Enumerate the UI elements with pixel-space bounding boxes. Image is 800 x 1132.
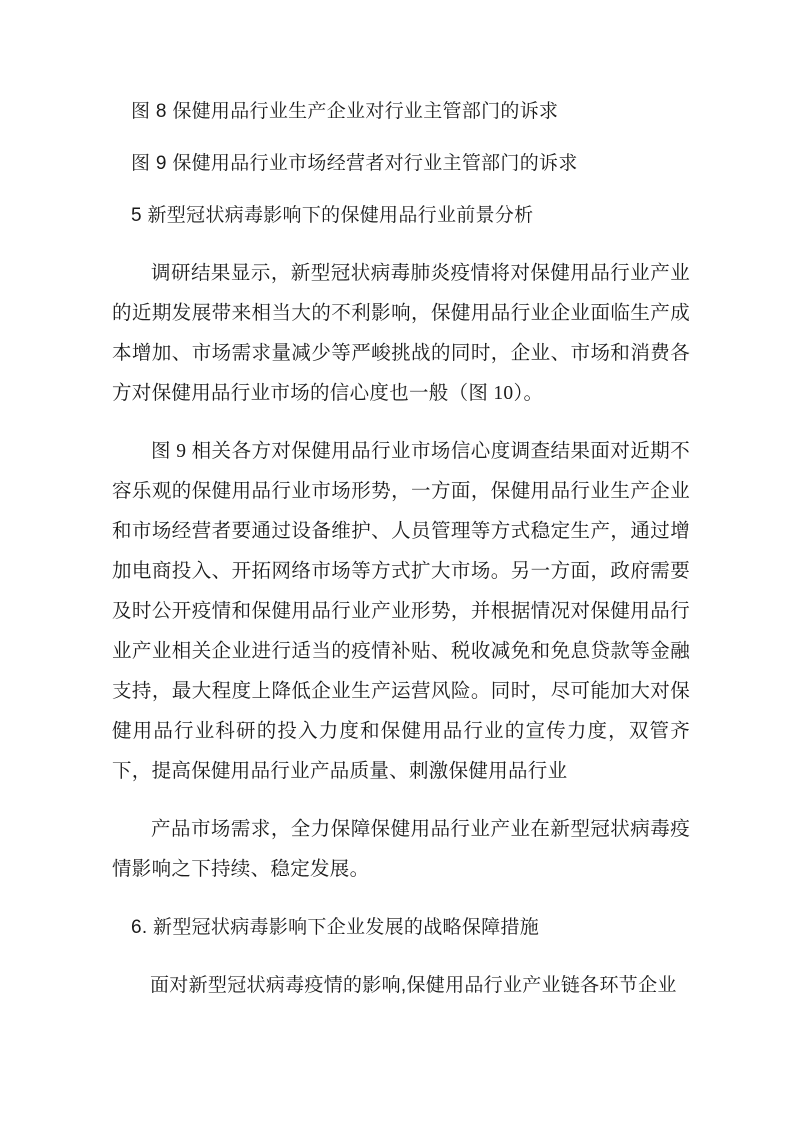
body-paragraph-1: 调研结果显示，新型冠状病毒肺炎疫情将对保健用品行业产业的近期发展带来相当大的不利影响，保健用品行业企业面临生产成本增加、市场需求量减少等严峻挑战的同时，企业、市场和消费各方对保健用品行业市场的信心度也一般（图 10）。 (112, 263, 690, 404)
figure-9-caption: 图 9 保健用品行业市场经营者对行业主管部门的诉求 (131, 153, 578, 174)
section-6-heading: 6. 新型冠状病毒影响下企业发展的战略保障措施 (131, 917, 540, 938)
section-5-heading: 5 新型冠状病毒影响下的保健用品行业前景分析 (131, 205, 534, 226)
body-paragraph-2: 图 9 相关各方对保健用品行业市场信心度调查结果面对近期不容乐观的保健用品行业市场形势，一方面，保健用品行业生产企业和市场经营者要通过设备维护、人员管理等方式稳定生产，通过增加电商投入、开拓网络市场等方式扩大市场。另一方面，政府需要及时公开疫情和保健用品行业产业形势，并根据情况对保健用品行业产业相关企业进行适当的疫情补贴、税收减免和免息贷款等金融支持，最大程度上降低企业生产运营风险。同时，尽可能加大对保健用品行业科研的投入力度和保健用品行业的宣传力度，双管齐下，提高保健用品行业产品质量、刺激保健用品行业 (112, 441, 690, 782)
document-body (112, 92, 690, 1018)
figure-8-caption: 图 8 保健用品行业生产企业对行业主管部门的诉求 (131, 101, 559, 122)
body-paragraph-3: 产品市场需求，全力保障保健用品行业产业在新型冠状病毒疫情影响之下持续、稳定发展。 (112, 819, 690, 880)
body-paragraph-4: 面对新型冠状病毒疫情的影响,保健用品行业产业链各环节企业 (150, 975, 677, 996)
